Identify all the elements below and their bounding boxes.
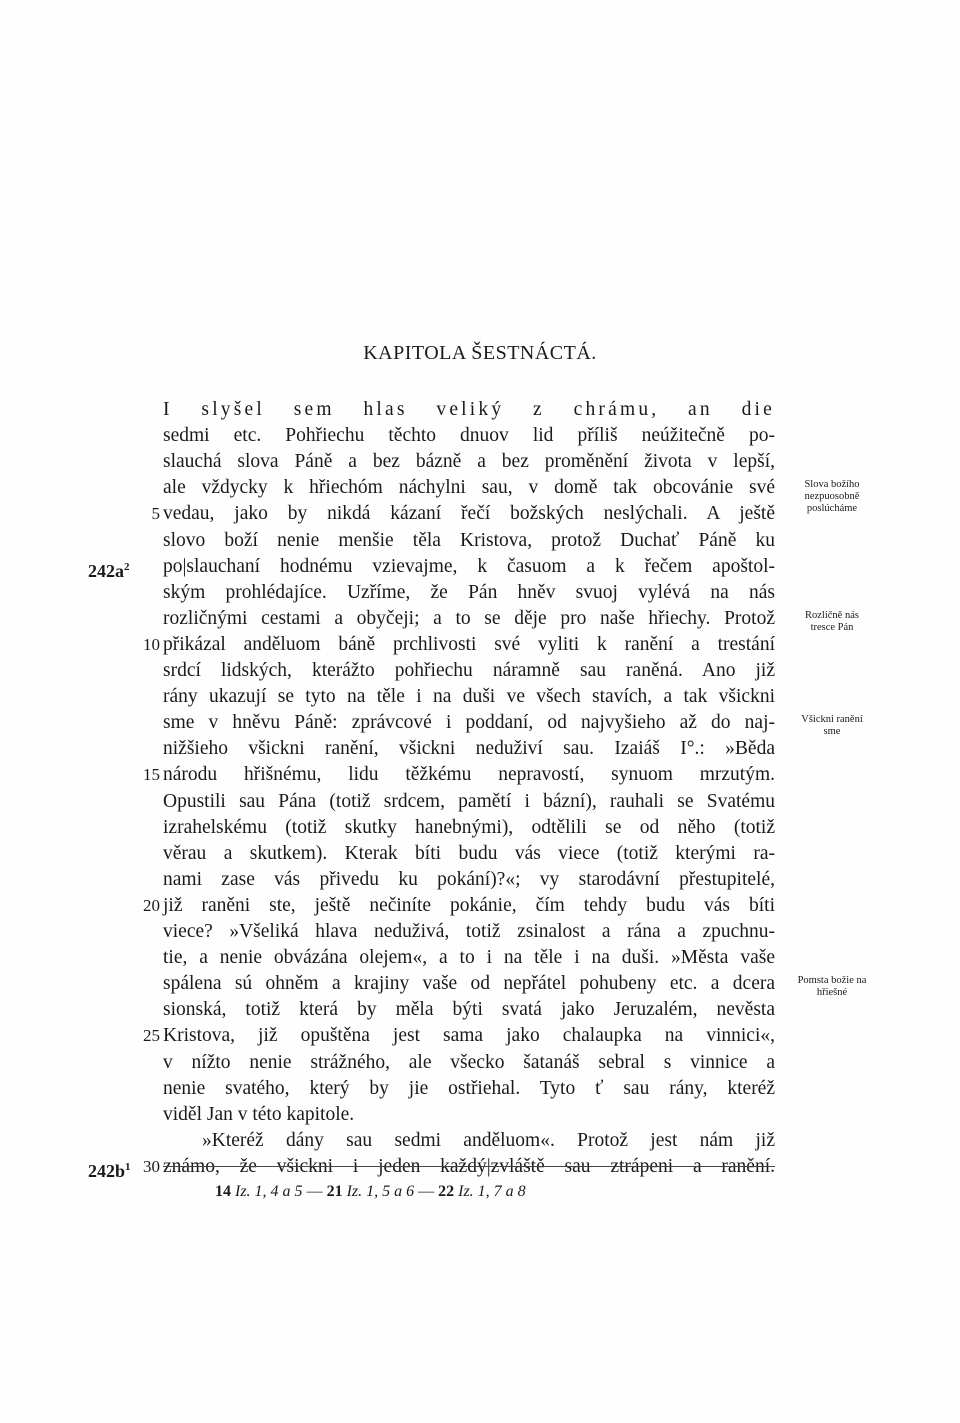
margin-note: Pomsta božie na hřiešné (797, 975, 867, 999)
text-line: »Kteréž dány sau sedmi anděluom«. Protož jest nám již (202, 1129, 775, 1151)
margin-note: Slova božího nezpuosobně poslúcháme (804, 479, 860, 515)
text-line: ale vždycky k hřiechóm náchylni sau, v domě tak obcovánie své (163, 477, 775, 499)
margin-note: Všickni ranění sme (801, 714, 863, 738)
text-line: vedau, jako by nikdá kázaní řečí božských neslýchali. A ještě (163, 503, 775, 525)
text-line: po|slauchaní hodnému vzievajme, k časuom a k řečem apoštol- (163, 555, 775, 577)
text-line: věrau a skutkem). Kterak bíti budu vás viece (totiž kterými ra- (163, 842, 775, 864)
footnote-separator: — (302, 1183, 327, 1200)
line-number: 10 (143, 634, 160, 654)
text-line: viece? »Všeliká hlava neduživá, totiž zsinalost a rána a zpuchnu- (163, 921, 775, 942)
folio-superscript: 2 (124, 560, 130, 573)
folio-marker (88, 1154, 131, 1180)
text-line: rány ukazují se tyto na těle i na duši ve všech stavích, a tak všickni (163, 686, 775, 708)
footnote-separator: — (414, 1183, 439, 1200)
text-line: ským prohlédajíce. Uzříme, že Pán hněv svuoj vylévá na nás (163, 581, 775, 603)
line-number: 20 (143, 895, 160, 915)
line-number: 5 (151, 504, 160, 524)
footnote-reference: Iz. 1, 4 a 5 (231, 1183, 303, 1200)
line-number: 30 (143, 1156, 160, 1176)
text-line: Kristova, již opuštěna jest sama jako chalaupka na vinnici«, (163, 1025, 775, 1047)
chapter-title: KAPITOLA ŠESTNÁCTÁ. (363, 342, 597, 364)
text-line: slovo boží nenie menšie těla Kristova, protož Duchať Páně ku (163, 529, 775, 551)
text-line: srdcí lidských, kterážto pohřiechu náramně sau raněná. Ano již (163, 660, 775, 681)
line-number: 25 (143, 1026, 160, 1046)
text-line: již raněni ste, ještě nečiníte pokánie, čím tehdy budu vás bíti (163, 894, 775, 916)
text-line: rozličnými cestami a obyčeji; a to se děje pro naše hřiechy. Protož (163, 607, 775, 629)
text-line: slauchá slova Páně a bez bázně a bez proměnění života v lepší, (163, 451, 775, 473)
text-line: Opustili sau Pána (totiž srdcem, pamětí i bázní), rauhali se Svatému (163, 790, 775, 812)
footnote-line-number: 14 (215, 1183, 231, 1200)
text-line: izrahelskému (totiž skutky hanebnými), odtělili se od něho (totiž (163, 816, 775, 838)
folio-marker (88, 554, 130, 580)
text-line: národu hřišnému, lidu těžkému nepravostí, synuom mrzutým. (163, 764, 775, 786)
line-number: 15 (143, 765, 160, 785)
text-line: známo, že všickni i jeden každý|zvláště sau ztrápeni a ranění. (163, 1155, 775, 1177)
footnote-line-number: 22 (438, 1183, 455, 1200)
footnote-line-number: 21 (326, 1183, 343, 1200)
text-line: tie, a nenie obvázána olejem«, a to i na těle i na duši. »Města vaše (163, 947, 775, 969)
folio-label: 242a (88, 560, 124, 581)
text-line: přikázal anděluom báně prchlivosti své vyliti k ranění a trestání (163, 633, 775, 655)
footnote (215, 1183, 526, 1201)
folio-label: 242b (88, 1160, 126, 1181)
footnote-reference: Iz. 1, 5 a 6 (342, 1183, 415, 1200)
text-line: spálena sú ohněm a krajiny vaše od nepřátel pohubeny etc. a dcera (163, 973, 775, 995)
footnote-reference: Iz. 1, 7 a 8 (454, 1183, 526, 1200)
margin-note: Rozličně nás tresce Pán (805, 609, 859, 633)
text-line: v nížto nenie strážného, ale všecko šatanáš sebral s vinnice a (163, 1051, 775, 1073)
folio-superscript: 1 (125, 1160, 131, 1173)
text-line: sedmi etc. Pohřiechu těchto dnuov lid příliš neúžitečně po- (163, 425, 775, 447)
text-line: nižšieho všickni ranění, všickni neduživí sau. Izaiáš I°.: »Běda (163, 738, 775, 760)
text-line: sionská, totiž která by měla býti svatá jako Jeruzalém, nevěsta (163, 999, 775, 1021)
text-line: nami zase vás přivedu ku pokání)?«; vy starodávní přestupitelé, (163, 868, 775, 890)
footnote-rule (163, 1166, 775, 1167)
text-line: nenie svatého, který by jie ostřiehal. Tyto ť sau rány, kteréž (163, 1077, 775, 1099)
text-line: viděl Jan v této kapitole. (163, 1103, 355, 1125)
text-line: sme v hněvu Páně: zprávcové i poddaní, od najvyšieho až do naj- (163, 712, 775, 734)
text-line: I slyšel sem hlas veliký z chrámu, an die (163, 399, 775, 420)
